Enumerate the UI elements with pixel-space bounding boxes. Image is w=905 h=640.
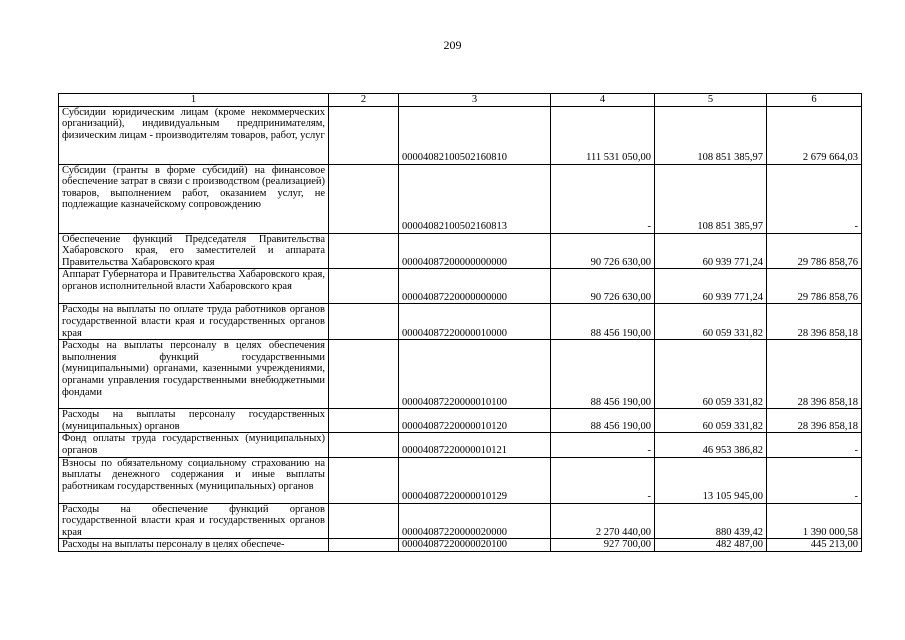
- row-col5: 880 439,42: [655, 503, 767, 539]
- row-col5: 60 059 331,82: [655, 340, 767, 409]
- row-col6: 445 213,00: [767, 539, 862, 552]
- row-col5: 46 953 386,82: [655, 433, 767, 457]
- row-col4: 88 456 190,00: [551, 409, 655, 433]
- table-row: [59, 539, 862, 552]
- row-code: 00004087200000000000: [399, 233, 551, 269]
- table-row: [59, 503, 862, 539]
- row-code: 00004087220000010000: [399, 304, 551, 340]
- row-col5: 60 059 331,82: [655, 304, 767, 340]
- table-row: [59, 457, 862, 503]
- row-col2: [329, 433, 399, 457]
- row-col2: [329, 304, 399, 340]
- table-header-row: [59, 94, 862, 107]
- row-col2: [329, 106, 399, 164]
- row-col5: 108 851 385,97: [655, 164, 767, 233]
- page-number: 209: [443, 38, 462, 52]
- row-code: 00004087220000010121: [399, 433, 551, 457]
- row-col5: 13 105 945,00: [655, 457, 767, 503]
- header-col-5: 5: [655, 94, 767, 107]
- row-col6: 28 396 858,18: [767, 409, 862, 433]
- row-col6: 2 679 664,03: [767, 106, 862, 164]
- row-code: 00004082100502160810: [399, 106, 551, 164]
- row-col6: 29 786 858,76: [767, 269, 862, 304]
- row-description: Расходы на выплаты персоналу в целях обеспечения выполнения функций государственными (муниципальными) органами, казенными учреждениями, органами управления государственными внебюджетными фондами: [59, 340, 329, 409]
- row-description: Расходы на обеспечение функций органов государственной власти края и государственных органов края: [59, 503, 329, 539]
- row-col2: [329, 503, 399, 539]
- row-description: Взносы по обязательному социальному страхованию на выплаты денежного содержания и иные выплаты работникам государственных (муниципальных) органов: [59, 457, 329, 503]
- table-row: [59, 233, 862, 269]
- row-col2: [329, 269, 399, 304]
- row-col4: 927 700,00: [551, 539, 655, 552]
- row-col2: [329, 164, 399, 233]
- row-col5: 108 851 385,97: [655, 106, 767, 164]
- row-col4: 88 456 190,00: [551, 304, 655, 340]
- row-col4: 90 726 630,00: [551, 233, 655, 269]
- row-description: Обеспечение функций Председателя Правительства Хабаровского края, его заместителей и аппарата Правительства Хабаровского края: [59, 233, 329, 269]
- row-col6: -: [767, 164, 862, 233]
- header-col-2: 2: [329, 94, 399, 107]
- row-code: 00004087220000000000: [399, 269, 551, 304]
- row-col6: 28 396 858,18: [767, 304, 862, 340]
- table-row: [59, 304, 862, 340]
- row-col4: -: [551, 457, 655, 503]
- row-col4: 2 270 440,00: [551, 503, 655, 539]
- row-col2: [329, 457, 399, 503]
- row-description: Расходы на выплаты персоналу государственных (муниципальных) органов: [59, 409, 329, 433]
- row-col2: [329, 539, 399, 552]
- row-col2: [329, 340, 399, 409]
- row-description: Расходы на выплаты по оплате труда работников органов государственной власти края и государственных органов края: [59, 304, 329, 340]
- row-col5: 60 939 771,24: [655, 233, 767, 269]
- row-col6: 1 390 000,58: [767, 503, 862, 539]
- row-col2: [329, 409, 399, 433]
- row-col5: 60 939 771,24: [655, 269, 767, 304]
- table-row: [59, 106, 862, 164]
- row-col6: 29 786 858,76: [767, 233, 862, 269]
- header-col-6: 6: [767, 94, 862, 107]
- row-col6: 28 396 858,18: [767, 340, 862, 409]
- table-row: [59, 433, 862, 457]
- row-col4: -: [551, 433, 655, 457]
- table-row: [59, 409, 862, 433]
- row-col4: 111 531 050,00: [551, 106, 655, 164]
- row-code: 00004087220000010129: [399, 457, 551, 503]
- header-col-4: 4: [551, 94, 655, 107]
- table-row: [59, 340, 862, 409]
- row-col6: -: [767, 457, 862, 503]
- row-description: Субсидии (гранты в форме субсидий) на финансовое обеспечение затрат в связи с производством (реализацией) товаров, выполнением работ, оказанием услуг, не подлежащие казначейскому сопровождению: [59, 164, 329, 233]
- row-description: Аппарат Губернатора и Правительства Хабаровского края, органов исполнительной власти Хабаровского края: [59, 269, 329, 304]
- header-col-1: 1: [59, 94, 329, 107]
- row-col2: [329, 233, 399, 269]
- row-description: Фонд оплаты труда государственных (муниципальных) органов: [59, 433, 329, 457]
- row-code: 00004082100502160813: [399, 164, 551, 233]
- row-code: 00004087220000010100: [399, 340, 551, 409]
- row-col6: -: [767, 433, 862, 457]
- row-col5: 60 059 331,82: [655, 409, 767, 433]
- row-code: 00004087220000020000: [399, 503, 551, 539]
- row-col4: -: [551, 164, 655, 233]
- table-row: [59, 269, 862, 304]
- row-code: 00004087220000020100: [399, 539, 551, 552]
- row-description: Расходы на выплаты персоналу в целях обеспече-: [59, 539, 329, 552]
- row-col4: 88 456 190,00: [551, 340, 655, 409]
- row-col5: 482 487,00: [655, 539, 767, 552]
- header-col-3: 3: [399, 94, 551, 107]
- table-row: [59, 164, 862, 233]
- row-description: Субсидии юридическим лицам (кроме некоммерческих организаций), индивидуальным предпринимателям, физическим лицам - производителям товаров, работ, услуг: [59, 106, 329, 164]
- row-col4: 90 726 630,00: [551, 269, 655, 304]
- budget-table: [58, 93, 862, 552]
- row-code: 00004087220000010120: [399, 409, 551, 433]
